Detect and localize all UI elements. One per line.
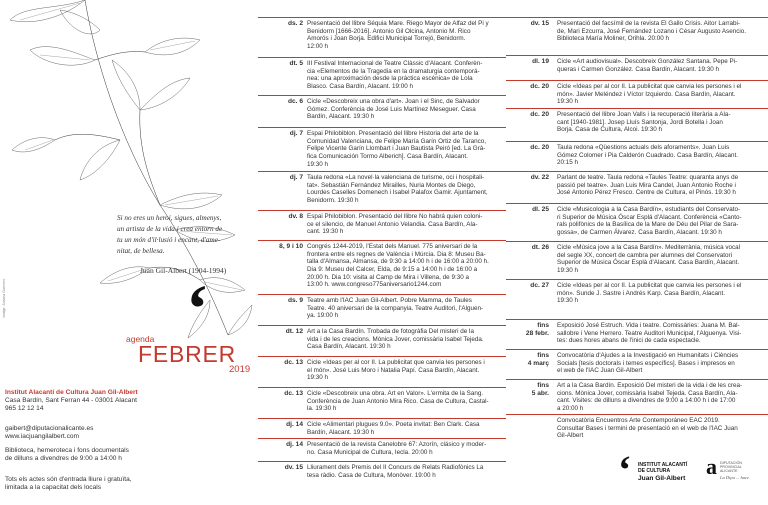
event-item	[506, 171, 768, 197]
diputacion-logo-icon: a	[706, 454, 717, 479]
event-item	[258, 356, 506, 382]
poem-line: un artista de la vida i crea entorn de	[117, 225, 223, 233]
event-text-line: Gómez. Conferència de José Luis Martínez Meseguer. Casa	[307, 105, 476, 113]
event-date: ds. 9	[287, 297, 303, 304]
event-text-line: queras i Carmen González. Casa Bardín, Alacant. 19:30 h	[557, 65, 720, 73]
event-description	[557, 244, 765, 275]
event-date: ds. 2	[287, 20, 303, 27]
event-item	[258, 171, 506, 204]
event-text-line: Presentació de la revista Canelobre 67: Azorín, clásico y moder-	[307, 441, 487, 448]
event-description	[307, 359, 503, 382]
poem-line: Si no eres un heroi, sigues, almenys,	[117, 214, 222, 222]
event-text-line: Lliurament dels Premis del II Concurs de Relats Radiofònics La	[307, 464, 484, 471]
event-text-line: Art a la Casa Bardín. Trobada de fotogràfia Del misteri de la	[307, 328, 474, 335]
event-text-line: cia «Elementos de la Tragedia en la dramaturgia contemporá-	[307, 67, 480, 75]
library-hours: de dilluns a divendres de 9:00 a 14:00 h	[5, 455, 122, 463]
event-text-line: frontera entre els regnes de València i Múrcia. Dia 8: Museu Ba-	[307, 250, 486, 258]
event-text-line: Cicle «Ideas per al cor II. La publicitat que canvia les persones i el	[557, 83, 742, 90]
email-link[interactable]: gaibert@diputacionalicante.es	[5, 425, 94, 432]
event-item	[506, 349, 768, 375]
event-date: dj. 14	[286, 441, 303, 448]
iac-logo-line: INSTITUT ALACANTÍ	[638, 462, 688, 468]
iac-logo	[618, 447, 698, 498]
diputacion-logo-line: DIPUTACIÓN	[720, 461, 742, 465]
event-item	[258, 325, 506, 351]
event-date: dc. 13	[284, 390, 303, 397]
event-date: dc. 20	[530, 111, 549, 118]
event-text-line: 19:30 h	[307, 374, 329, 382]
phone-number: 965 12 12 14	[5, 405, 44, 413]
event-text-line: 12:00 h	[307, 42, 329, 50]
event-text-line: Felipe Vicente Garín Llombart i Juan Bautista Peiró [ed. La Grà-	[307, 145, 486, 153]
event-date: fins 28 febr.	[525, 322, 549, 337]
event-date: dc. 20	[530, 144, 549, 151]
event-text-line: Socials [tesis doctorals i temes específics]. Bases i impresos en	[557, 359, 735, 367]
event-text-line: talla d'Almansa, Almansa, de 9:30 a 14:00 h i de 16:00 a 20:00 h.	[307, 258, 489, 266]
event-text-line: Congrés 1244-2019, l'Estat dels Manuel. 775 aniversari de la	[307, 243, 478, 250]
event-text-line: 19:30 h	[557, 297, 579, 305]
event-date: dc. 13	[284, 359, 303, 366]
contact-links	[5, 425, 93, 442]
event-description	[557, 282, 765, 305]
event-text-line: gossa», de Carmen Álvarez. Casa Bardín, Alacant. 19:30 h	[557, 228, 722, 236]
event-text-line: sallobre i Vene Herrero. Teatre Auditori Municipal, l'Alguenya. Visi-	[557, 329, 742, 337]
year-label: 2019	[229, 364, 251, 375]
event-description	[307, 441, 503, 456]
event-item	[258, 418, 506, 436]
event-text-line: nea: una aproximación desde la práctica escénica» de Lola	[307, 75, 473, 83]
event-date: fins 4 març	[527, 352, 549, 367]
event-item	[258, 461, 506, 479]
image-credit: imatge: Susana Guerrero	[2, 278, 6, 318]
event-text-line: tes: dues hores abans de l'inici de cada espectacle.	[557, 337, 701, 345]
event-text-line: ya. 19:00 h	[307, 312, 339, 320]
event-text-line: de, Mari Ezcurra, José Fernández Lozano i César Augusto Asencio.	[557, 27, 747, 35]
event-text-line: Conferència de Juan Antonio Mira Rico. Casa de Cultura, Castal-	[307, 397, 489, 405]
left-panel	[0, 0, 255, 505]
event-date: dv. 8	[288, 213, 303, 220]
event-date: 8, 9 i 10	[279, 243, 303, 250]
event-text-line: no. Casa Municipal de Cultura, Iecla. 20:00 h	[307, 448, 433, 456]
iac-logo-text	[638, 462, 687, 474]
event-date: dc. 20	[530, 83, 549, 90]
event-date: dj. 7	[289, 130, 303, 137]
event-description	[307, 328, 503, 351]
diputacion-logo-text	[720, 461, 742, 473]
event-text-line: Cicle «Descobreix una obra. Art en Valor». L'ermita de la Sang.	[307, 390, 484, 397]
event-date: dv. 22	[530, 174, 549, 181]
iac-logo-line: DE CULTURA	[638, 468, 671, 474]
event-date: dc. 6	[287, 98, 303, 105]
event-text-line: Presentació del facsímil de la revista El Gallo Crisis. Aitor Larrabi-	[557, 20, 741, 27]
event-item	[258, 95, 506, 121]
event-text-line: Cicle «Ideas per al cor II. La publicitat que canvia les persones i el	[557, 282, 742, 289]
institute-address	[5, 397, 137, 414]
event-description	[557, 83, 765, 106]
event-text-line: cions. Mònica Jover, comissària Isabel Tejeda. Casa Bardín, Ala-	[557, 389, 738, 397]
event-date: dv. 15	[530, 20, 549, 27]
botanical-illustration	[0, 0, 255, 346]
event-text-line: 19:30 h	[557, 98, 579, 106]
event-item	[506, 203, 768, 236]
event-text-line: Presentació del llibre Joan Valls i la recuperació literària a Ala-	[557, 111, 731, 118]
event-text-line: la. 19:30 h	[307, 405, 337, 413]
event-text-line: Borja. Casa de Cultura, Alcoi. 19:30 h	[557, 126, 663, 134]
notes-line: limitada a la capacitat dels locals	[5, 484, 102, 492]
event-text-line: Convocatòria d'Ajudes a la Investigació en Humanitats i Ciències	[557, 352, 739, 359]
event-item	[258, 57, 506, 90]
event-description	[557, 58, 765, 73]
event-date: dt. 12	[285, 328, 303, 335]
event-text-line: fica Comunicación Tormo Alberich]. Casa Bardín, Alacant.	[307, 152, 468, 160]
event-text-line: Gómez Colomer i Pia Calderón Cuadrado. Casa Bardín, Alacant.	[557, 151, 738, 159]
event-description	[557, 20, 765, 43]
event-text-line: cant. 19:30 h	[307, 228, 344, 236]
event-text-line: Consultar Bases i termini de presentació en el web de l'IAC Juan	[557, 424, 738, 432]
event-description	[307, 20, 503, 51]
event-text-line: vida i de les creacions. Mònica Jover, comissària Isabel Tejeda.	[307, 335, 484, 343]
event-description	[307, 213, 503, 236]
event-text-line: Presentació del llibre Séquia Mare. Riego Mayor de Alfaz del Pi y	[307, 20, 489, 27]
event-description	[307, 421, 503, 436]
event-text-line: Lourdes Caselles Domenech i Isabel Palafox Gamir. Ajuntament,	[307, 189, 488, 197]
event-item	[506, 55, 768, 73]
event-description	[557, 322, 765, 345]
event-text-line: Bardín, Alacant. 19:30 h	[307, 428, 375, 436]
event-date: dc. 27	[530, 282, 549, 289]
event-date: dl. 25	[532, 206, 549, 213]
event-text-line: Gil-Albert	[557, 432, 584, 440]
event-description	[307, 60, 503, 91]
event-text-line: el món». José Luis Moro i Natalia Papí. Casa Bardín, Alacant.	[307, 366, 480, 374]
event-description	[557, 382, 765, 413]
event-text-line: Dia 9: Museu del Calcer, Elda, de 9:15 a 14:00 h i de 16:00 a	[307, 265, 478, 273]
access-notes	[5, 476, 132, 493]
event-description	[307, 464, 503, 479]
event-text-line: III Festival Internacional de Teatre Clàssic d'Alacant. Conferèn-	[307, 60, 483, 67]
event-text-line: tesa ràdio. Casa de Cultura, Monòver. 19:00 h	[307, 471, 436, 479]
event-text-line: Teatre. 40 aniversari de la companyia. Teatre Auditori, l'Alguen-	[307, 304, 484, 312]
event-item	[258, 210, 506, 236]
event-text-line: Art a la Casa Bardín. Exposició Del misteri de la vida i de les crea-	[557, 382, 743, 389]
event-text-line: 13:00 h. www.congreso775aniversario1244.com	[307, 281, 442, 289]
event-description	[557, 174, 765, 197]
institute-name: Institut Alacantí de Cultura Juan Gil-Albert	[5, 389, 138, 396]
event-text-line: Bardín, Alacant. 19:30 h	[307, 113, 375, 121]
event-text-line: del segle XX, concert de cambra per alumnes del Conservatori	[557, 251, 733, 259]
event-text-line: 19:30 h	[307, 160, 329, 168]
event-item	[506, 17, 768, 43]
event-text-line: 20:00 h. Dia 10: visita al Camp de Mira i Villena, de 9:30 a	[307, 273, 469, 281]
event-text-line: Amorós i Joan Borja. Edifici Municipal Torrejó, Benidorm.	[307, 35, 466, 43]
event-text-line: 19:30 h	[557, 266, 579, 274]
event-text-line: Cicle «Alimentari plugues 9.0». Poeta invitat: Ben Clark. Casa	[307, 421, 480, 428]
event-date: dj. 14	[286, 421, 303, 428]
diputacion-logo	[706, 456, 766, 500]
event-text-line: Taula redona «La novel·la valenciana de turisme, oci i hospitali-	[307, 174, 485, 181]
address-line: Casa Bardín, Sant Ferran 44 - 03001 Alacant	[5, 397, 137, 404]
event-text-line: a 20:00 h	[557, 404, 584, 412]
event-text-line: Superior de Música Óscar Esplà d'Alacant. Casa Bardín, Alacant.	[557, 259, 740, 267]
event-text-line: Parlant de teatre. Taula redona «Taules Teatre: quaranta anys de	[557, 174, 739, 181]
event-text-line: cant [1940-1981]. Josep Lluís Santonja, Jordi Botella i Joan	[557, 118, 723, 126]
poem-quote	[117, 213, 257, 257]
event-text-line: món». Sunde J. Sastre i Andrés Karp. Casa Bardín, Alacant.	[557, 289, 726, 297]
event-item	[506, 414, 768, 440]
diputacion-logo-tagline: La Dipu ... hace	[720, 475, 749, 480]
iac-logo-icon: ‘	[618, 447, 632, 492]
event-text-line: Cicle «Descobreix una obra d'art». Joan i el Sinc, de Salvador	[307, 98, 480, 105]
event-text-line: món». Javier Meléndez i Víctor Izquierdo. Casa Bardín, Alacant.	[557, 90, 736, 98]
event-date: dv. 15	[284, 464, 303, 471]
event-text-line: Casa Bardín, Alacant. 19:30 h	[307, 343, 391, 351]
event-date: dt. 26	[531, 244, 549, 251]
event-text-line: Blasco. Casa Bardín, Alacant. 19:00 h	[307, 82, 414, 90]
event-item	[506, 379, 768, 412]
event-text-line: Teatre amb l'IAC Juan Gil-Albert. Pobre Mamma, de Taules	[307, 297, 472, 304]
event-item	[506, 279, 768, 305]
event-item	[506, 108, 768, 134]
event-item	[258, 240, 506, 289]
event-text-line: Comunidad Valenciana, de Felipe María Garín Ortiz de Taranco,	[307, 137, 486, 145]
event-text-line: cant. Visites: de dilluns a divendres de 9:00 a 14:00 h i de 17:00	[557, 397, 736, 405]
event-text-line: passió pel teatre». Juan Luis Mira Candel, Juan Antonio Roche i	[557, 181, 736, 189]
event-item	[506, 241, 768, 274]
agenda-label: agenda	[126, 334, 155, 344]
event-text-line: rals polifònics de la Basílica de la Mare de Déu del Pilar de Sara-	[557, 221, 739, 229]
event-description	[557, 144, 765, 167]
event-date: dl. 19	[532, 58, 549, 65]
event-text-line: Cicle «Música jove a la Casa Bardín». Mediterrània, música vocal	[557, 244, 741, 251]
event-text-line: Benidorm [1666-2016]. Antonio Gil Olcina, Antonio M. Rico	[307, 27, 471, 35]
event-text-line: Biblioteca María Moliner, Orihla. 20:00 h	[557, 35, 670, 43]
event-description	[557, 352, 765, 375]
event-item	[258, 387, 506, 413]
event-date: dt. 5	[289, 60, 303, 67]
event-description	[307, 174, 503, 205]
event-text-line: Exposició José Estruch. Vida i teatre. Comissàries: Juana M. Bal-	[557, 322, 740, 329]
diputacion-logo-line: PROVINCIAL	[720, 465, 742, 469]
event-description	[307, 390, 503, 413]
event-text-line: tat». Sebastián Fernández Mirailles, Nuria Montes de Diego,	[307, 181, 476, 189]
event-text-line: José Antonio Pérez Fresco. Centre de Cultura, el Pinós. 19:30 h	[557, 189, 736, 197]
website-link[interactable]: www.iacjuangilalbert.com	[5, 433, 80, 441]
event-text-line: Cicle «Ideas per al cor II. La publicitat que canvia les persones i	[307, 359, 485, 366]
event-text-line: ri Superior de Música Óscar Esplá d'Alacant. Conferència «Canto-	[557, 213, 742, 221]
event-text-line: Espai Philobiblon. Presentació del llibre No habrá quien coloni-	[307, 213, 483, 220]
notes-line: Tots els actes són d'entrada lliure i gratuïta,	[5, 476, 132, 483]
library-info	[5, 447, 129, 464]
event-description	[307, 243, 503, 289]
event-item	[258, 438, 506, 456]
iac-logo-name: Juan Gil-Albert	[638, 475, 686, 482]
diputacion-logo-line: ALICANTE	[720, 469, 738, 473]
poem-author: Juan Gil-Albert (1904-1994)	[140, 266, 227, 275]
library-line: Biblioteca, hemeroteca i fons documentals	[5, 447, 129, 454]
event-description	[307, 297, 503, 320]
event-text-line: Cicle «Art audiovisual». Descobreix González Santana. Pepe Pi-	[557, 58, 738, 65]
event-item	[258, 17, 506, 50]
event-description	[307, 98, 503, 121]
event-text-line: 20:15 h	[557, 159, 579, 167]
event-date: dj. 7	[289, 174, 303, 181]
event-text-line: Convocatòria Encuentros Arte Contemporáneo EAC 2019.	[557, 417, 720, 424]
quote-mark-icon: ‘	[186, 270, 209, 346]
month-title: FEBRER	[138, 341, 237, 367]
poem-line: tu un món d'il·lusió i encant, d'ame-	[117, 236, 221, 244]
event-text-line: el web de l'IAC Juan Gil-Albert	[557, 367, 643, 375]
event-description	[557, 417, 765, 440]
event-item	[258, 127, 506, 168]
event-text-line: Benidorm. 19:30 h	[307, 196, 359, 204]
event-item	[258, 294, 506, 320]
event-item	[506, 141, 768, 167]
event-text-line: Cicle «Musicologia a la Casa Bardín», estudiants del Conservato-	[557, 206, 741, 213]
event-description	[557, 111, 765, 134]
event-text-line: Taula redona «Qüestions actuals dels aforaments». Juan Luis	[557, 144, 730, 151]
event-text-line: Espai Philobiblon. Presentació del llibre Historia del arte de la	[307, 130, 479, 137]
event-date: fins 5 abr.	[531, 382, 549, 397]
poem-line: nitat, de bellesa.	[117, 247, 165, 255]
event-description	[557, 206, 765, 237]
event-description	[307, 130, 503, 168]
event-item	[506, 319, 768, 345]
event-text-line: ce el silencio, de Manuel Antonio Velandia. Casa Bardín, Ala-	[307, 220, 478, 228]
event-item	[506, 80, 768, 106]
